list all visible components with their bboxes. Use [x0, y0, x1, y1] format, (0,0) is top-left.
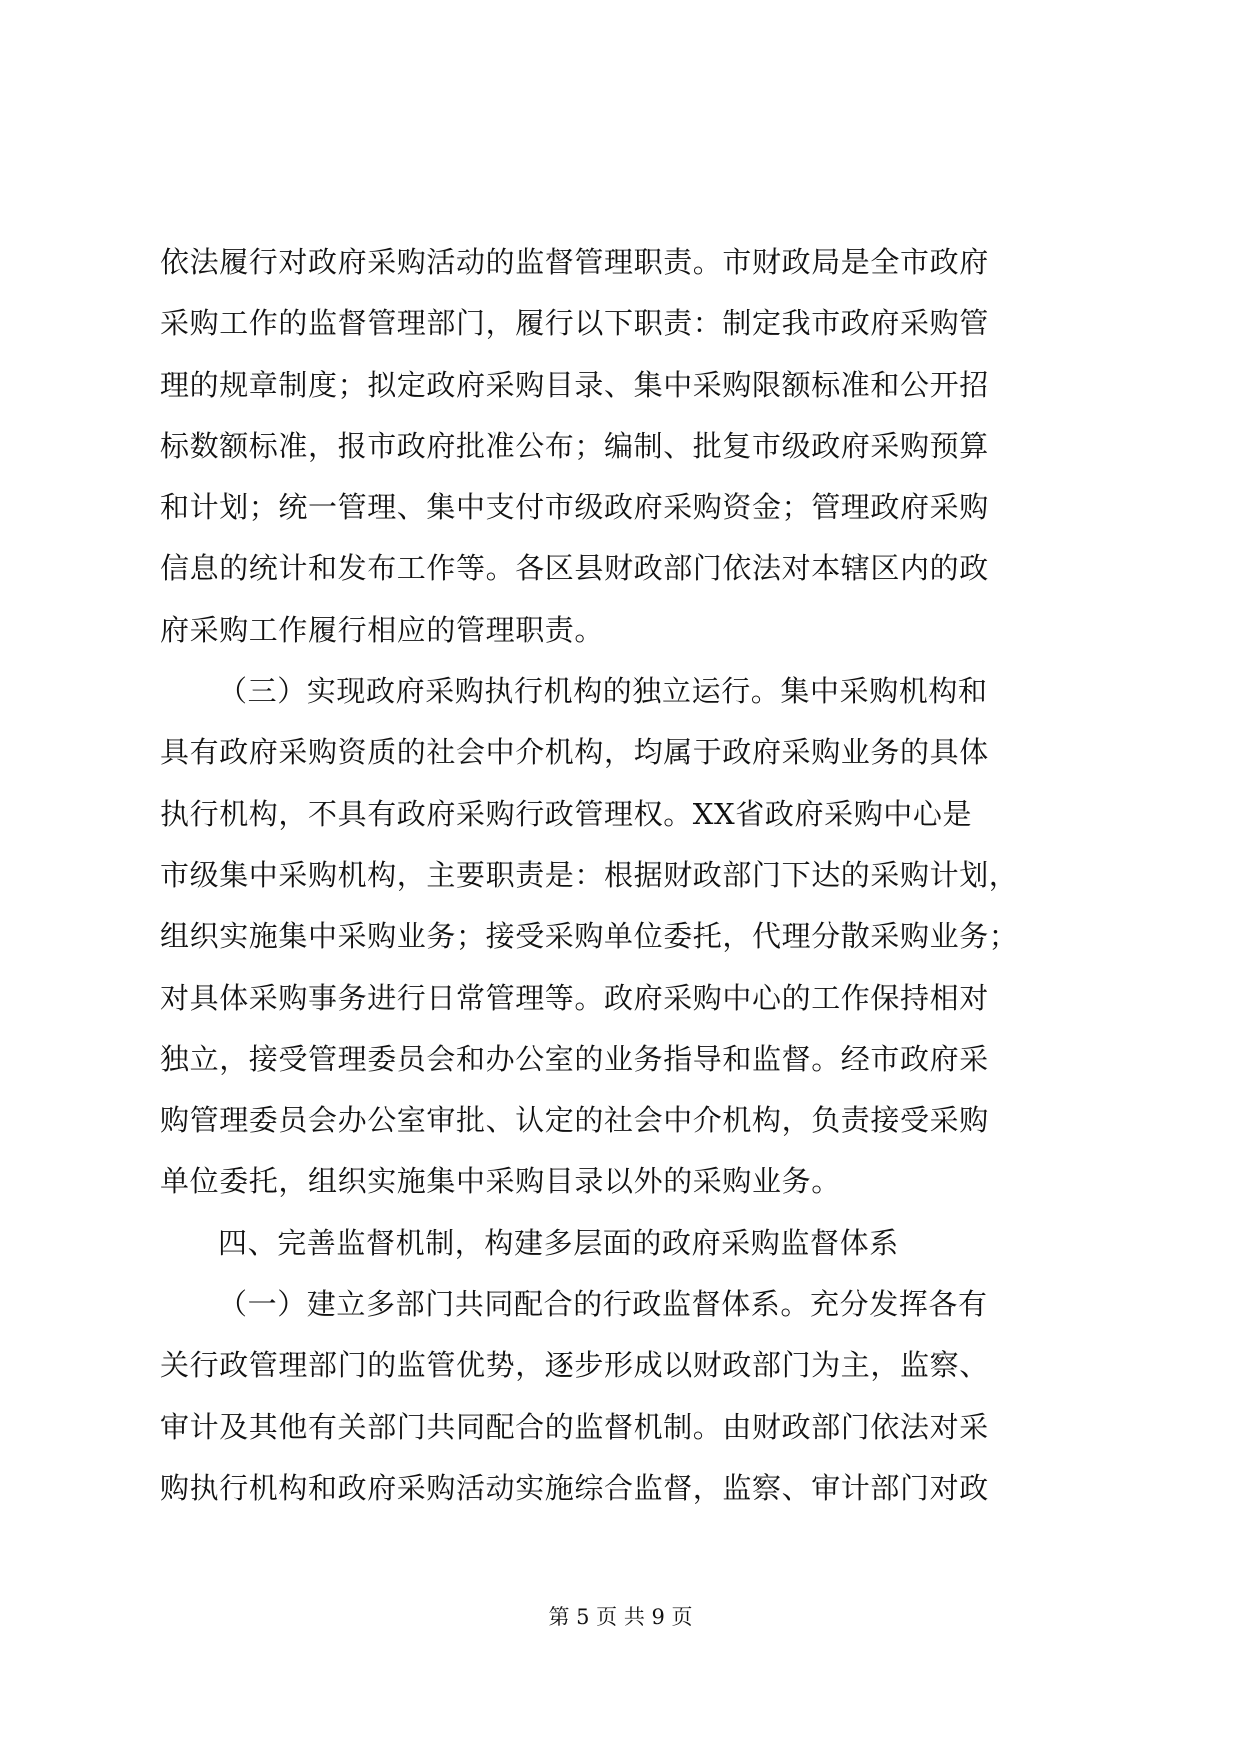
text-line: 对具体采购事务进行日常管理等。政府采购中心的工作保持相对 [160, 980, 989, 1015]
section-heading-line: （一）建立多部门共同配合的行政监督体系。充分发挥各有 [218, 1287, 988, 1322]
text-line: 独立，接受管理委员会和办公室的业务指导和监督。经市政府采 [160, 1041, 989, 1076]
text-line: 具有政府采购资质的社会中介机构，均属于政府采购业务的具体 [160, 735, 989, 770]
text-line: 标数额标准，报市政府批准公布；编制、批复市级政府采购预算 [160, 428, 989, 463]
text-line: 执行机构，不具有政府采购行政管理权。XX省政府采购中心是 [160, 796, 973, 831]
chapter-heading-line: 四、完善监督机制，构建多层面的政府采购监督体系 [218, 1225, 899, 1260]
text-line: 组织实施集中采购业务；接受采购单位委托，代理分散采购业务； [160, 919, 1019, 954]
text-line: 采购工作的监督管理部门，履行以下职责：制定我市政府采购管 [160, 306, 989, 341]
text-line: 和计划；统一管理、集中支付市级政府采购资金；管理政府采购 [160, 490, 989, 525]
text-line: 单位委托，组织实施集中采购目录以外的采购业务。 [160, 1164, 841, 1199]
text-line: 依法履行对政府采购活动的监督管理职责。市财政局是全市政府 [160, 245, 989, 279]
page-number-footer: 第 5 页 共 9 页 [548, 1605, 693, 1629]
text-line: 府采购工作履行相应的管理职责。 [160, 612, 605, 647]
text-line: 购管理委员会办公室审批、认定的社会中介机构，负责接受采购 [160, 1103, 989, 1138]
text-line: 购执行机构和政府采购活动实施综合监督，监察、审计部门对政 [160, 1470, 989, 1505]
section-heading-line: （三）实现政府采购执行机构的独立运行。集中采购机构和 [218, 674, 988, 709]
text-line: 审计及其他有关部门共同配合的监督机制。由财政部门依法对采 [160, 1409, 989, 1444]
text-line: 关行政管理部门的监管优势，逐步形成以财政部门为主，监察、 [160, 1348, 989, 1383]
document-body [160, 232, 1090, 1519]
text-line: 市级集中采购机构，主要职责是：根据财政部门下达的采购计划， [160, 857, 1019, 892]
text-line: 信息的统计和发布工作等。各区县财政部门依法对本辖区内的政 [160, 551, 989, 586]
text-line: 理的规章制度；拟定政府采购目录、集中采购限额标准和公开招 [160, 367, 989, 402]
